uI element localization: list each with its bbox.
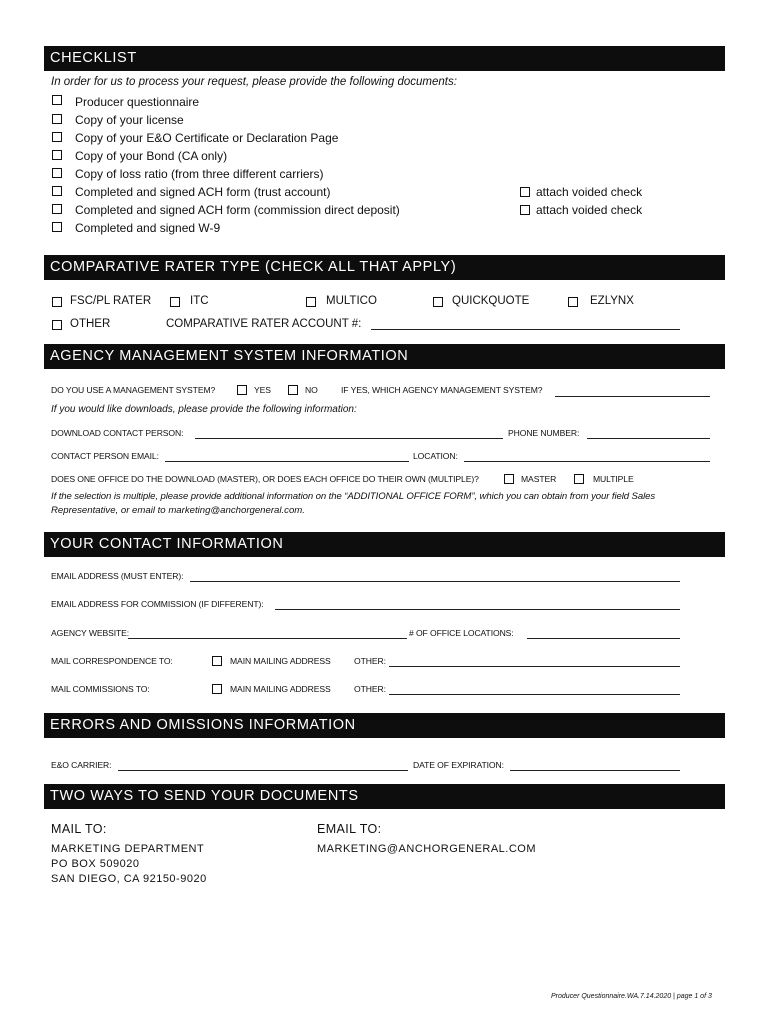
office-question-label: DOES ONE OFFICE DO THE DOWNLOAD (MASTER), OR DOES EACH OFFICE DO THEIR OWN (MULTIPLE)? [51,474,479,484]
master-label: MASTER [521,474,557,484]
checkbox-other-rater[interactable] [52,320,62,330]
mail-address-line: PO BOX 509020 [51,858,140,870]
rater-option-label: EZLYNX [590,295,634,307]
ams-use-system-label: DO YOU USE A MANAGEMENT SYSTEM? [51,385,216,395]
rater-account-label: COMPARATIVE RATER ACCOUNT #: [166,318,362,330]
location-label: LOCATION: [413,451,458,461]
page-footer: Producer Questionnaire.WA.7.14.2020 | page 1 of 3 [551,993,712,1000]
office-locations-field[interactable] [527,638,680,639]
checkbox-multiple[interactable] [574,474,584,484]
checklist-item-label: Copy of loss ratio (from three different carriers) [75,167,324,181]
phone-label: PHONE NUMBER: [508,428,580,438]
checkbox-ams-yes[interactable] [237,385,247,395]
checkbox-voided-check-commission[interactable] [520,205,530,215]
multiple-note-line-2: Representative, or email to marketing@anchorgeneral.com. [51,505,305,516]
checklist-header: CHECKLIST [44,46,725,71]
eo-header: ERRORS AND OMISSIONS INFORMATION [44,713,725,738]
checkbox-master[interactable] [504,474,514,484]
checklist-item-label: Copy of your license [75,113,184,127]
website-label: AGENCY WEBSITE: [51,628,130,638]
rater-option-label: QUICKQUOTE [452,295,530,307]
checkbox-ams-no[interactable] [288,385,298,395]
rater-option-label: MULTICO [326,295,377,307]
mail-to-heading: MAIL TO: [51,822,107,836]
ams-which-field[interactable] [555,396,710,397]
checkbox-fsc-pl-rater[interactable] [52,297,62,307]
correspondence-other-field[interactable] [389,666,680,667]
checklist-item-label: Producer questionnaire [75,95,200,109]
voided-check-label: attach voided check [536,203,643,217]
phone-field[interactable] [587,438,710,439]
ams-header: AGENCY MANAGEMENT SYSTEM INFORMATION [44,344,725,369]
eo-carrier-label: E&O CARRIER: [51,760,112,770]
mail-correspondence-label: MAIL CORRESPONDENCE TO: [51,656,173,666]
commission-email-label: EMAIL ADDRESS FOR COMMISSION (IF DIFFERENT): [51,599,264,609]
checkbox-bond[interactable] [52,150,62,160]
ams-downloads-note: If you would like downloads, please provide the following information: [51,404,357,415]
send-header: TWO WAYS TO SEND YOUR DOCUMENTS [44,784,725,809]
website-field[interactable] [128,638,407,639]
rater-option-label: FSC/PL RATER [70,295,152,307]
rater-account-field[interactable] [371,329,680,330]
other-label: OTHER: [354,656,386,666]
checkbox-loss-ratio[interactable] [52,168,62,178]
mail-address-line: MARKETING DEPARTMENT [51,843,205,855]
contact-header: YOUR CONTACT INFORMATION [44,532,725,557]
multiple-label: MULTIPLE [593,474,634,484]
office-locations-label: # OF OFFICE LOCATIONS: [409,628,514,638]
main-mailing-label: MAIN MAILING ADDRESS [230,656,331,666]
rater-option-label: ITC [190,295,209,307]
rater-option-label: OTHER [70,318,111,330]
email-label: EMAIL ADDRESS (MUST ENTER): [51,571,184,581]
checkbox-quickquote[interactable] [433,297,443,307]
ams-yes-label: YES [254,385,271,395]
main-mailing-label: MAIN MAILING ADDRESS [230,684,331,694]
checkbox-commissions-main[interactable] [212,684,222,694]
checkbox-producer-questionnaire[interactable] [52,95,62,105]
checkbox-correspondence-main[interactable] [212,656,222,666]
email-field[interactable] [190,581,680,582]
rater-header: COMPARATIVE RATER TYPE (CHECK ALL THAT APPLY) [44,255,725,280]
contact-email-field[interactable] [165,461,409,462]
checkbox-multico[interactable] [306,297,316,307]
commissions-other-field[interactable] [389,694,680,695]
voided-check-label: attach voided check [536,185,643,199]
contact-email-label: CONTACT PERSON EMAIL: [51,451,159,461]
checklist-item-label: Copy of your E&O Certificate or Declaration Page [75,131,339,145]
commission-email-field[interactable] [275,609,680,610]
mail-address-line: SAN DIEGO, CA 92150-9020 [51,873,207,885]
checkbox-eo-certificate[interactable] [52,132,62,142]
expiration-field[interactable] [510,770,680,771]
checkbox-license[interactable] [52,114,62,124]
multiple-note-line-1: If the selection is multiple, please provide additional information on the “ADDITIONAL OFFICE FORM”, which you can obtain from your field Sales [51,491,656,502]
checklist-item-label: Copy of your Bond (CA only) [75,149,228,163]
download-contact-field[interactable] [195,438,503,439]
checkbox-itc[interactable] [170,297,180,307]
checklist-item-label: Completed and signed W-9 [75,221,221,235]
checkbox-ezlynx[interactable] [568,297,578,307]
email-address[interactable]: MARKETING@ANCHORGENERAL.COM [317,843,537,855]
ams-no-label: NO [305,385,318,395]
location-field[interactable] [464,461,710,462]
email-to-heading: EMAIL TO: [317,822,382,836]
checklist-item-label: Completed and signed ACH form (commission direct deposit) [75,203,400,217]
checkbox-ach-commission[interactable] [52,204,62,214]
checkbox-voided-check-trust[interactable] [520,187,530,197]
other-label: OTHER: [354,684,386,694]
checkbox-w9[interactable] [52,222,62,232]
mail-commissions-label: MAIL COMMISSIONS TO: [51,684,150,694]
checklist-intro: In order for us to process your request, please provide the following documents: [51,76,457,88]
checklist-item-label: Completed and signed ACH form (trust account) [75,185,331,199]
ams-which-label: IF YES, WHICH AGENCY MANAGEMENT SYSTEM? [341,385,543,395]
expiration-label: DATE OF EXPIRATION: [413,760,504,770]
eo-carrier-field[interactable] [118,770,408,771]
checkbox-ach-trust[interactable] [52,186,62,196]
download-contact-label: DOWNLOAD CONTACT PERSON: [51,428,184,438]
